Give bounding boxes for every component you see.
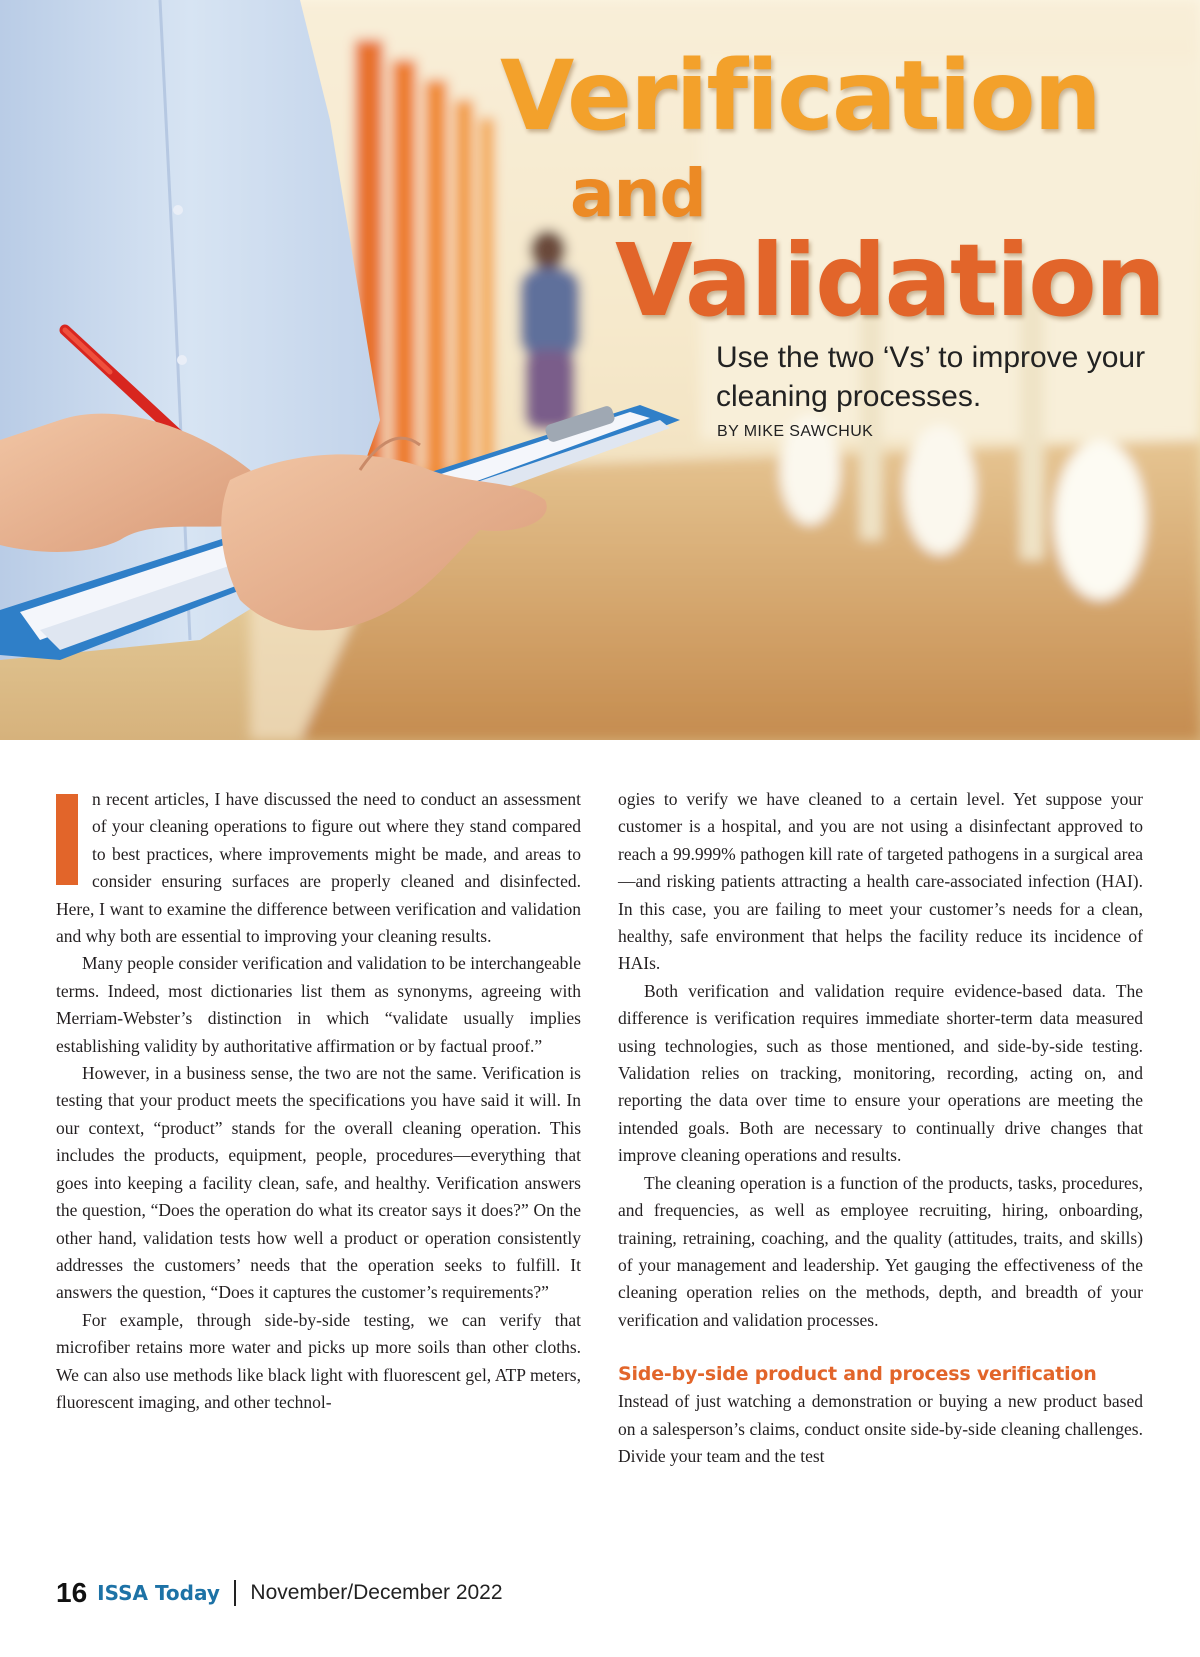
paragraph-1: n recent articles, I have discussed the need to conduct an assessment of your cleaning operations to figure out where they stand compared to best practices, where improvements might be made, and areas to consider ensuring surfaces are properly cleaned and disinfected. Here, I want to examine the difference between verification and validation and why both are essential to improving your cleaning results. xyxy=(56,789,581,947)
headline-validation: Validation xyxy=(615,222,1164,339)
paragraph-5: ogies to verify we have cleaned to a certain level. Yet suppose your customer is a hospital, and you are not using a disinfectant approved to reach a 99.999% pathogen kill rate of targeted pathogens in a surgical area—and risking patients attracting a health care-associated infection (HAI). In this case, you are failing to meet your customer’s needs for a clean, healthy, safe environment that helps the facility reduce its incidence of HAIs. xyxy=(618,789,1143,974)
article-column-left xyxy=(56,786,581,1416)
page-number: 16 xyxy=(56,1577,88,1608)
article-column-right xyxy=(618,786,1143,1470)
dropcap xyxy=(56,794,78,885)
byline: BY MIKE SAWCHUK xyxy=(717,423,874,440)
paragraph-8: Instead of just watching a demonstration or buying a new product based on a salesperson’s claims, conduct onsite side-by-side cleaning challenges. Divide your team and the test xyxy=(618,1391,1143,1466)
page-footer xyxy=(56,1573,503,1613)
deck-subtitle: Use the two ‘Vs’ to improve your cleaning processes. xyxy=(716,341,1146,413)
headline-and: and xyxy=(570,155,706,232)
paragraph-3: However, in a business sense, the two are not the same. Verification is testing that your product meets the specifications you have said it will. In our context, “product” stands for the overall cleaning operation. This includes the products, equipment, people, procedures—everything that goes into keeping a facility clean, safe, and healthy. Verification answers the question, “Does the operation do what its creator says it does?” On the other hand, validation tests how well a product or operation consistently addresses the customers’ needs that the operation seeks to fulfill. It answers the question, “Does it captures the customer’s requirements?” xyxy=(56,1063,581,1303)
paragraph-7: The cleaning operation is a function of the products, tasks, procedures, and frequencies, as well as employee recruiting, hiring, onboarding, training, retraining, coaching, and the quality (attitudes, traits, and skills) of your management and leadership. Yet gauging the effectiveness of the cleaning operation relies on the methods, depth, and breadth of your verification and validation processes. xyxy=(618,1172,1143,1330)
paragraph-6: Both verification and validation require evidence-based data. The difference is verification requires immediate shorter-term data measured using technologies, such as those mentioned, and side-by-side testing. Validation relies on tracking, monitoring, recording, acting on, and reporting the data over time to ensure your operations are meeting the intended goals. Both are necessary to continually drive changes that improve cleaning operations and results. xyxy=(618,980,1143,1166)
headline-verification: Verification xyxy=(500,40,1100,152)
paragraph-2: Many people consider verification and validation to be interchangeable terms. Indeed, most dictionaries list them as synonyms, agreeing with Merriam-Webster’s distinction in which “validate usually implies establishing validity by authoritative affirmation or by factual proof.” xyxy=(56,953,581,1056)
issue-date: November/December 2022 xyxy=(250,1581,503,1604)
hero-image xyxy=(0,0,1200,740)
section-subhead: Side-by-side product and process verification xyxy=(618,1363,1097,1386)
paragraph-4: For example, through side-by-side testing, we can verify that microfiber retains more water and picks up more soils than other cloths. We can also use methods like black light with fluorescent gel, ATP meters, fluorescent imaging, and other technol- xyxy=(56,1309,581,1412)
magazine-name: ISSA Today xyxy=(97,1581,220,1605)
footer-divider xyxy=(234,1580,237,1606)
